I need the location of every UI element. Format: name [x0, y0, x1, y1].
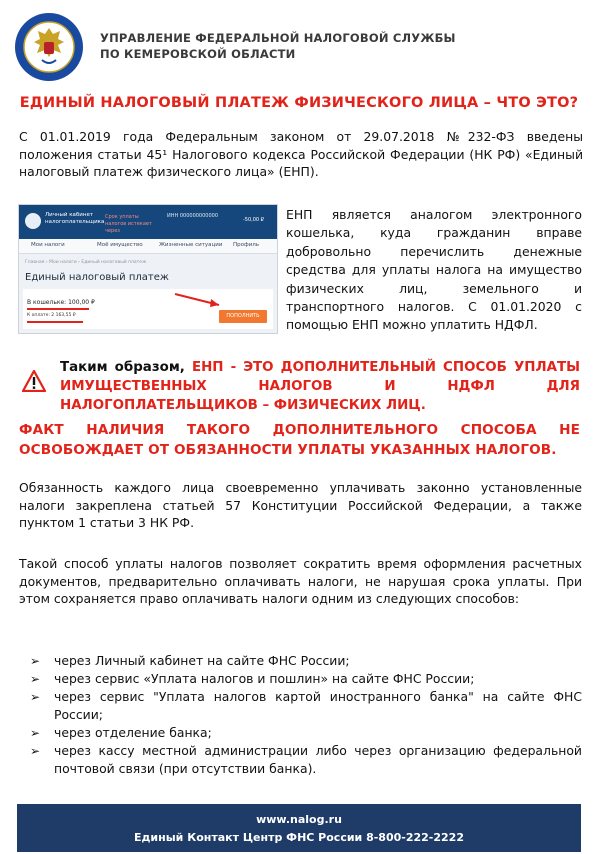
underline-mark	[27, 308, 89, 310]
arrow-bullet-icon: ➢	[30, 672, 41, 686]
warning-triangle-icon	[22, 370, 46, 392]
list-item	[30, 688, 582, 724]
warning-statement	[60, 358, 580, 415]
lk-nav-item: Профиль	[233, 242, 260, 248]
warning-lead: Таким образом,	[60, 360, 192, 375]
lk-brand-line2: налогоплательщика	[45, 219, 105, 225]
arrow-bullet-icon: ➢	[30, 726, 41, 740]
arrow-bullet-icon: ➢	[30, 744, 41, 758]
warning-fact: ФАКТ НАЛИЧИЯ ТАКОГО ДОПОЛНИТЕЛЬНОГО СПОСОБА НЕ ОСВОБОЖДАЕТ ОТ ОБЯЗАННОСТИ УПЛАТЫ УКАЗАННЫХ НАЛОГОВ.	[19, 422, 580, 458]
enp-description: ЕНП является аналогом электронного кошелька, куда гражданин вправе добровольно перечислить денежные средства для уплаты налога на имущество физических лиц, земельного и транспортного налогов. С 01.01.2020 с помощью ЕНП можно уплатить НДФЛ.	[286, 207, 582, 333]
underline-mark	[27, 321, 83, 323]
lk-nav	[19, 239, 277, 254]
lk-topbar	[19, 205, 277, 239]
list-item-text: через отделение банка;	[54, 725, 212, 740]
lk-wallet-amount: В кошельке: 100,00 ₽	[27, 299, 95, 306]
lk-heading: Единый налоговый платеж	[25, 272, 169, 283]
lk-nav-item: Мои налоги	[31, 242, 65, 248]
org-name-line2: ПО КЕМЕРОВСКОЙ ОБЛАСТИ	[100, 47, 296, 61]
list-item	[30, 670, 582, 688]
lk-balance: -50,00 ₽	[243, 217, 264, 223]
lk-brand-line1: Личный кабинет	[45, 212, 94, 218]
lk-breadcrumb: Главная › Мои налоги › Единый налоговый платеж	[25, 260, 147, 265]
footer-banner	[17, 804, 581, 852]
methods-intro-paragraph: Такой способ уплаты налогов позволяет сократить время оформления расчетных документов, предварительно оплачивать налоги, не нарушая срока уплаты. При этом сохраняется право оплачивать налоги одним из следующих способов:	[19, 556, 582, 606]
lk-screenshot-illustration	[18, 204, 278, 334]
intro-paragraph: С 01.01.2019 года Федеральным законом от 29.07.2018 №232-ФЗ введены положения статьи 45¹ Налогового кодекса Российской Федерации (НК РФ) «Единый налоговый платеж физического лица» (ЕНП).	[19, 129, 583, 179]
list-item-text: через сервис «Уплата налогов и пошлин» на сайте ФНС России;	[54, 671, 475, 686]
lk-nav-item: Жизненные ситуации	[159, 242, 223, 248]
payment-methods-list	[30, 652, 582, 778]
lk-brand	[45, 212, 104, 226]
org-name	[100, 30, 456, 62]
list-item	[30, 652, 582, 670]
footer-contact: Единый Контакт Центр ФНС России 8-800-222-2222	[134, 831, 464, 844]
arrow-bullet-icon: ➢	[30, 690, 41, 704]
lk-user: ИНН 000000000000	[167, 213, 219, 219]
list-item-text: через кассу местной администрации либо через организацию федеральной почтовой связи (при отсутствии банка).	[54, 743, 582, 776]
list-item-text: через Личный кабинет на сайте ФНС России;	[54, 653, 350, 668]
lk-alert: Срок уплаты налогов истекает через	[105, 214, 152, 234]
page-title: ЕДИНЫЙ НАЛОГОВЫЙ ПЛАТЕЖ ФИЗИЧЕСКОГО ЛИЦА – ЧТО ЭТО?	[19, 95, 579, 111]
fns-emblem-logo	[14, 12, 84, 82]
lk-nav-item: Моё имущество	[97, 242, 143, 248]
footer-site-link[interactable]: www.nalog.ru	[256, 813, 342, 826]
list-item-text: через сервис "Уплата налогов картой иностранного банка" на сайте ФНС России;	[54, 689, 582, 722]
arrow-bullet-icon: ➢	[30, 654, 41, 668]
lk-logo-icon	[25, 213, 41, 229]
org-name-line1: УПРАВЛЕНИЕ ФЕДЕРАЛЬНОЙ НАЛОГОВОЙ СЛУЖБЫ	[100, 31, 456, 45]
list-item	[30, 742, 582, 778]
warning-highlight: ЕНП - ЭТО ДОПОЛНИТЕЛЬНЫЙ СПОСОБ УПЛАТЫ ИМУЩЕСТВЕННЫХ НАЛОГОВ И НДФЛ ДЛЯ НАЛОГОПЛАТЕЛЬЩИКОВ – ФИЗИЧЕСКИХ ЛИЦ.	[60, 360, 580, 413]
red-arrow-icon	[173, 291, 227, 311]
obligation-paragraph: Обязанность каждого лица своевременно уплачивать законно установленные налоги закреплена статьей 57 Конституции Российской Федерации, а также пунктом 1 статьи 3 НК РФ.	[19, 480, 582, 530]
list-item	[30, 724, 582, 742]
lk-topup-button: ПОПОЛНИТЬ	[219, 310, 267, 323]
lk-wallet-card	[23, 289, 273, 329]
lk-to-pay: К оплате: 2 163,55 ₽	[27, 313, 76, 318]
